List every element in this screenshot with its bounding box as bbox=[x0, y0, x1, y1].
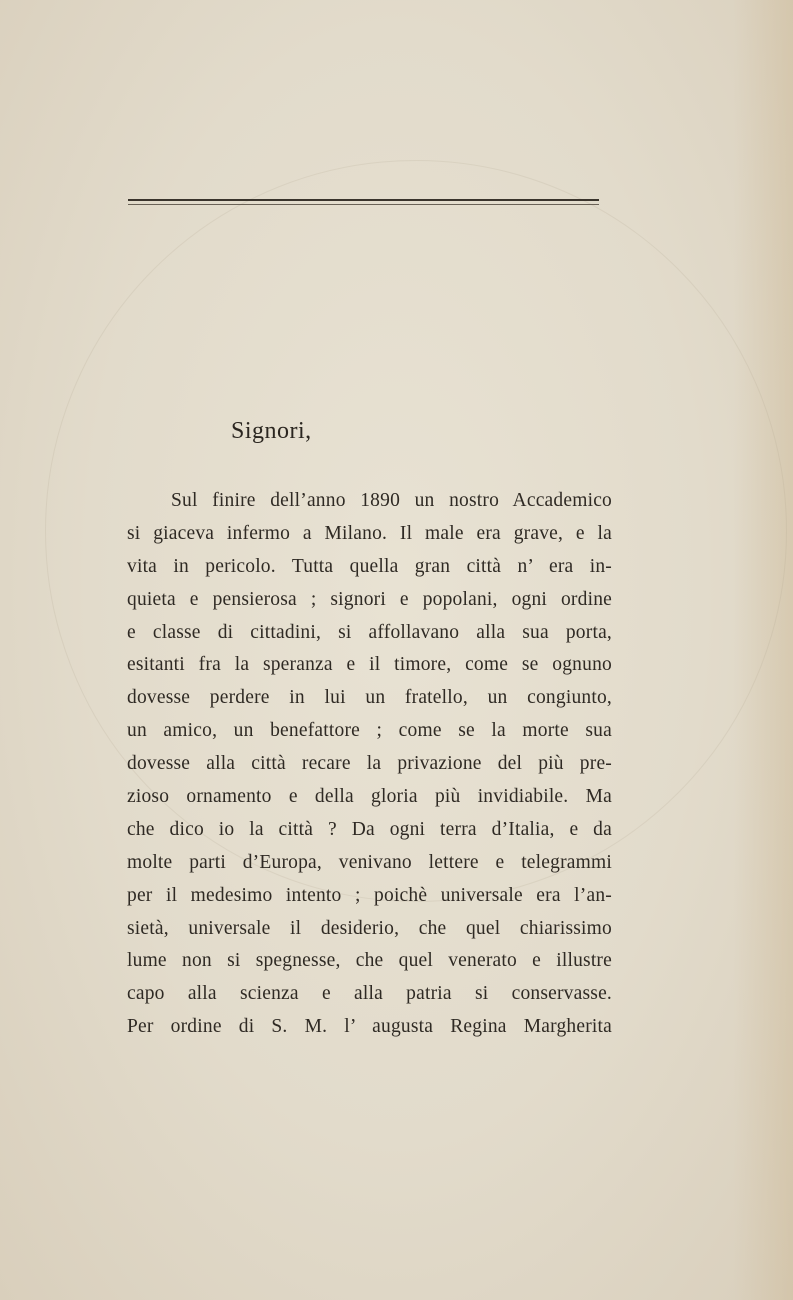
text-line: vita in pericolo. Tutta quella gran città n’ era in- bbox=[127, 555, 612, 577]
salutation-heading: Signori, bbox=[231, 418, 312, 444]
text-line: sietà, universale il desiderio, che quel chiarissimo bbox=[127, 917, 612, 939]
text-line: zioso ornamento e della gloria più invidiabile. Ma bbox=[127, 786, 612, 808]
text-line: molte parti d’Europa, venivano lettere e telegrammi bbox=[127, 851, 612, 873]
text-line: si giaceva infermo a Milano. Il male era grave, e la bbox=[127, 522, 612, 544]
text-line: un amico, un benefattore ; come se la morte sua bbox=[127, 720, 612, 742]
text-line: Per ordine di S. M. l’ augusta Regina Margherita bbox=[127, 1016, 612, 1038]
text-line: esitanti fra la speranza e il timore, come se ognuno bbox=[127, 654, 612, 676]
body-paragraph bbox=[127, 485, 612, 1044]
text-line: capo alla scienza e alla patria si conservasse. bbox=[127, 983, 612, 1005]
header-rule-thin bbox=[128, 204, 599, 205]
text-line: per il medesimo intento ; poichè universale era l’an- bbox=[127, 884, 612, 906]
text-line: e classe di cittadini, si affollavano alla sua porta, bbox=[127, 621, 612, 643]
text-line: quieta e pensierosa ; signori e popolani, ogni ordine bbox=[127, 588, 612, 610]
text-line: dovesse perdere in lui un fratello, un congiunto, bbox=[127, 687, 612, 709]
text-line: dovesse alla città recare la privazione del più pre- bbox=[127, 753, 612, 775]
text-line: che dico io la città ? Da ogni terra d’Italia, e da bbox=[127, 818, 612, 840]
text-line: Sul finire dell’anno 1890 un nostro Accademico bbox=[171, 490, 612, 511]
text-line: lume non si spegnesse, che quel venerato e illustre bbox=[127, 950, 612, 972]
header-rule-thick bbox=[128, 199, 599, 201]
